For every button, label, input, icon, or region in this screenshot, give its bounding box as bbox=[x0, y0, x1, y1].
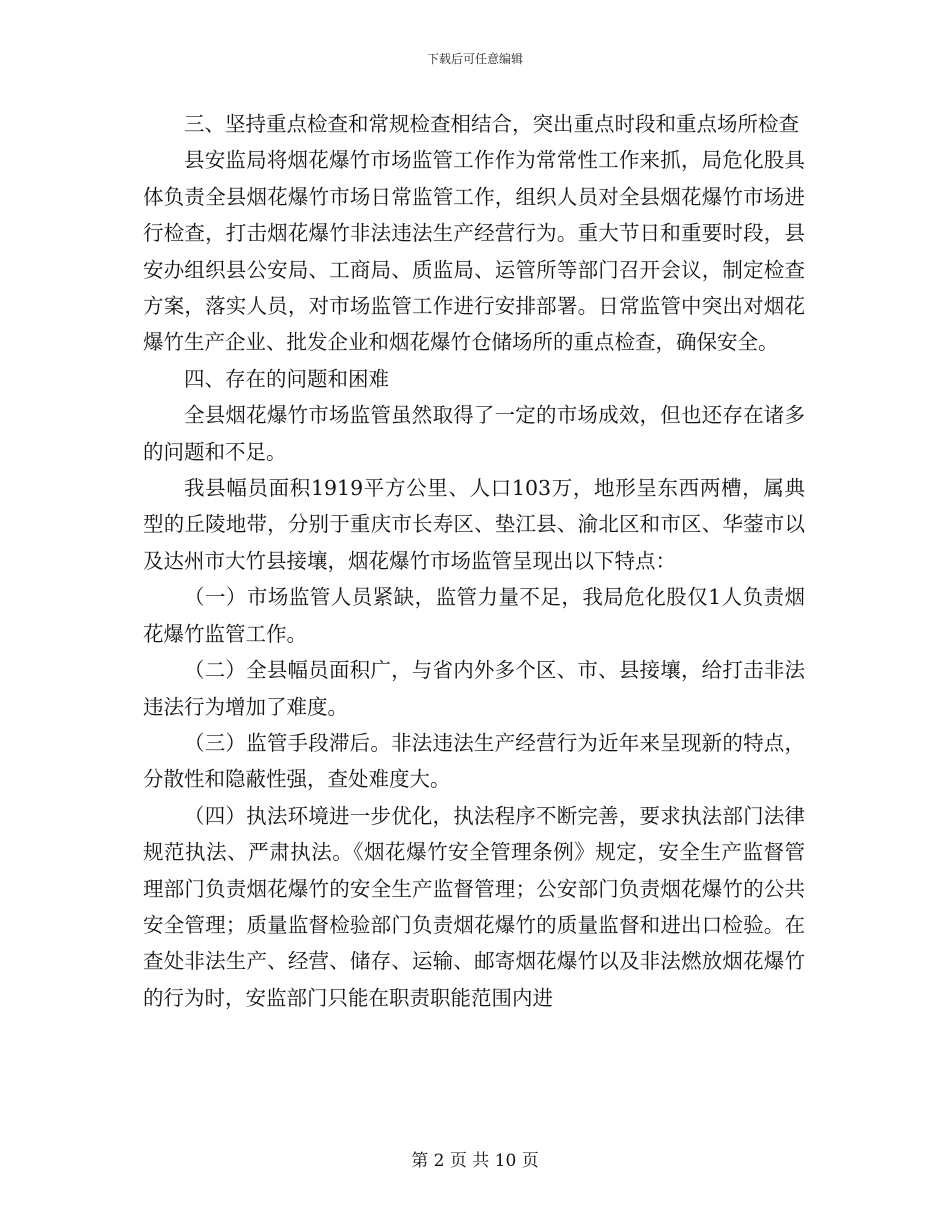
body-paragraph: 全县烟花爆竹市场监管虽然取得了一定的市场成效，但也还存在诸多的问题和不足。 bbox=[143, 403, 805, 464]
list-item-one: （一）市场监管人员紧缺，监管力量不足，我局危化股仅1人负责烟花爆竹监管工作。 bbox=[143, 585, 805, 646]
page-header-note: 下载后可任意编辑 bbox=[426, 52, 523, 66]
section-heading-three: 三、坚持重点检查和常规检查相结合，突出重点时段和重点场所检查 bbox=[184, 112, 799, 136]
body-paragraph: 县安监局将烟花爆竹市场监管工作作为常常性工作来抓，局危化股具体负责全县烟花爆竹市场日常监管工作，组织人员对全县烟花爆竹市场进行检查，打击烟花爆竹非法违法生产经营行为。重大节日和重要时段，县安办组织县公安局、工商局、质监局、运管所等部门召开会议，制定检查方案，落实人员，对市场监管工作进行安排部署。日常监管中突出对烟花爆竹生产企业、批发企业和烟花爆竹仓储场所的重点检查，确保安全。 bbox=[143, 148, 805, 355]
document-body bbox=[143, 106, 805, 1016]
list-item-three: （三）监管手段滞后。非法违法生产经营行为近年来呈现新的特点，分散性和隐蔽性强，查处难度大。 bbox=[143, 730, 805, 792]
page-number-footer: 第 2 页 共 10 页 bbox=[411, 1151, 539, 1171]
body-paragraph: 我县幅员面积1919平方公里、人口103万，地形呈东西两槽，属典型的丘陵地带，分别于重庆市长寿区、垫江县、渝北区和市区、华蓥市以及达州市大竹县接壤，烟花爆竹市场监管呈现出以下特点： bbox=[143, 476, 805, 573]
section-heading-four: 四、存在的问题和困难 bbox=[184, 366, 389, 391]
list-item-four: （四）执法环境进一步优化，执法程序不断完善，要求执法部门法律规范执法、严肃执法。《烟花爆竹安全管理条例》规定，安全生产监督管理部门负责烟花爆竹的安全生产监督管理；公安部门负责烟花爆竹的公共安全管理；质量监督检验部门负责烟花爆竹的质量监督和进出口检验。在查处非法生产、经营、储存、运输、邮寄烟花爆竹以及非法燃放烟花爆竹的行为时，安监部门只能在职责职能范围内进 bbox=[143, 803, 805, 1010]
list-item-two: （二）全县幅员面积广，与省内外多个区、市、县接壤，给打击非法违法行为增加了难度。 bbox=[143, 658, 805, 719]
